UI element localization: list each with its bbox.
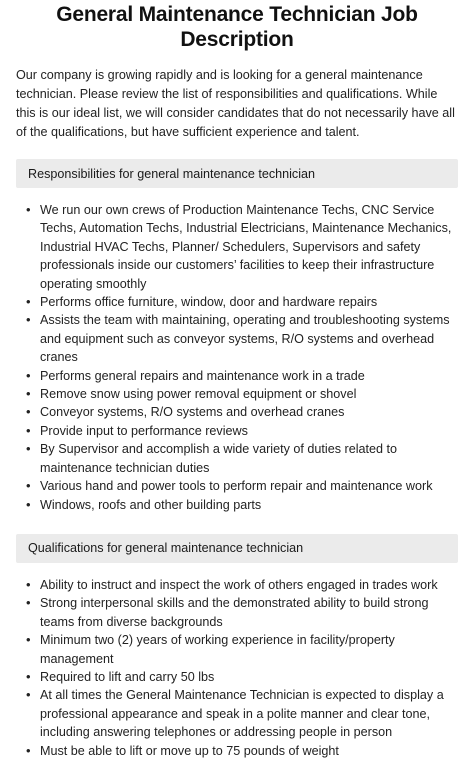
list-item: • Performs office furniture, window, door and hardware repairs bbox=[40, 293, 458, 311]
list-item: • At all times the General Maintenance Technician is expected to display a professional appearance and speak in a polite manner and clear tone, including answering telephones or addressing people in person bbox=[40, 686, 458, 741]
list-item: • Performs general repairs and maintenance work in a trade bbox=[40, 367, 458, 385]
list-item: • By Supervisor and accomplish a wide variety of duties related to maintenance technician duties bbox=[40, 440, 458, 477]
list-item: • Various hand and power tools to perform repair and maintenance work bbox=[40, 477, 458, 495]
list-item: • Conveyor systems, R/O systems and overhead cranes bbox=[40, 403, 458, 421]
list-item: • Minimum two (2) years of working experience in facility/property management bbox=[40, 631, 458, 668]
list-item: • Remove snow using power removal equipment or shovel bbox=[40, 385, 458, 403]
list-item: • Provide input to performance reviews bbox=[40, 422, 458, 440]
list-item: • Ability to instruct and inspect the work of others engaged in trades work bbox=[40, 576, 458, 594]
intro-paragraph: Our company is growing rapidly and is looking for a general maintenance technician. Please review the list of responsibilities and qualifications. While this is our ideal list, we will consider candidates that do not necessarily have all of the qualifications, but have sufficient experience and talent. bbox=[16, 68, 455, 139]
qualifications-heading: Qualifications for general maintenance technician bbox=[16, 534, 458, 563]
responsibilities-list bbox=[16, 201, 458, 514]
qualifications-list bbox=[16, 576, 458, 760]
list-item: • Assists the team with maintaining, operating and troubleshooting systems and equipment such as conveyor systems, R/O systems and overhead cranes bbox=[40, 311, 458, 366]
list-item: • Windows, roofs and other building parts bbox=[40, 496, 458, 514]
page-title: General Maintenance Technician Job Description bbox=[56, 3, 418, 51]
list-item: • Must be able to lift or move up to 75 pounds of weight bbox=[40, 742, 458, 760]
list-item: • Required to lift and carry 50 lbs bbox=[40, 668, 458, 686]
list-item: • We run our own crews of Production Maintenance Techs, CNC Service Techs, Automation Techs, Industrial Electricians, Maintenance Mechanics, Industrial HVAC Techs, Planner/ Schedulers, Supervisors and safety professionals inside our customers’ facilities to keep their infrastructure operating smoothly bbox=[40, 201, 458, 293]
list-item: • Strong interpersonal skills and the demonstrated ability to build strong teams from diverse backgrounds bbox=[40, 594, 458, 631]
responsibilities-heading: Responsibilities for general maintenance technician bbox=[16, 159, 458, 188]
